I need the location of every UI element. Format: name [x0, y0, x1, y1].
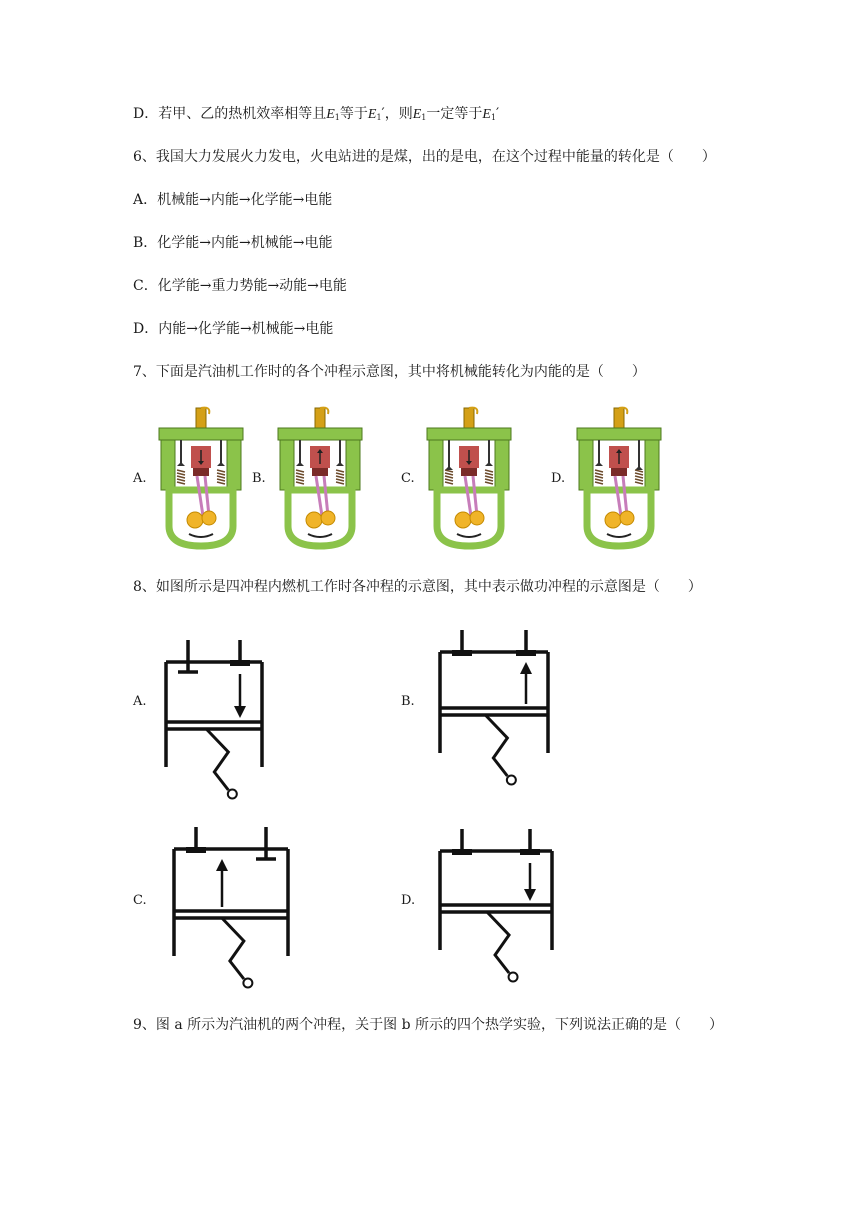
cylinder-wall-left	[579, 440, 593, 490]
valve-spring-left	[445, 482, 453, 484]
crank-wheel-right	[202, 511, 216, 525]
crank-pin	[228, 790, 237, 799]
q7-stem: 7、下面是汽油机工作时的各个冲程示意图，其中将机械能转化为内能的是（ ）	[133, 364, 646, 380]
q8-label-c[interactable]: C.	[133, 893, 147, 908]
piston	[461, 468, 477, 476]
cylinder-wall-left	[161, 440, 175, 490]
cylinder-wall-right	[346, 440, 360, 490]
exhaust-valve	[336, 462, 344, 466]
connecting-rod-2	[205, 476, 209, 516]
q9-stem: 9、图 a 所示为汽油机的两个冲程，关于图 b 所示的四个热学实验，下列说法正确的是（ ）	[133, 1017, 724, 1033]
valve-spring-right	[336, 479, 344, 481]
valve-spring-left	[296, 476, 304, 478]
q5-option-d	[133, 104, 499, 128]
valve-spring-right	[336, 482, 344, 484]
right-valve-head	[520, 849, 540, 855]
valve-spring-left	[445, 476, 453, 478]
valve-spring-left	[445, 479, 453, 481]
valve-spring-right	[485, 476, 493, 478]
q7-label-a[interactable]: A.	[133, 471, 147, 486]
motion-arrow-head	[234, 706, 246, 718]
exhaust-valve	[485, 462, 493, 466]
valve-spring-left	[177, 482, 185, 484]
e1-symbol-2: E	[412, 107, 422, 122]
connecting-rod	[222, 918, 244, 979]
q6-option-d[interactable]: D．内能→化学能→机械能→电能	[133, 321, 334, 337]
cylinder-head	[427, 428, 511, 440]
q7-label-b[interactable]: B.	[252, 471, 266, 486]
spark-plug	[614, 408, 624, 430]
connecting-rod-2	[473, 476, 477, 516]
valve-spring-left	[296, 473, 304, 475]
intake-valve	[296, 462, 304, 466]
e1p-symbol: E	[367, 107, 377, 122]
intake-valve	[595, 462, 603, 466]
e1-symbol: E	[326, 107, 335, 122]
exhaust-valve	[217, 462, 225, 466]
e1-subscript: 1	[334, 113, 340, 122]
valve-spring-left	[595, 476, 603, 478]
cylinder-wall-left	[280, 440, 294, 490]
valve-spring-left	[177, 470, 185, 472]
q6-option-c[interactable]: C．化学能→重力势能→动能→电能	[133, 278, 347, 294]
crank-pin	[507, 776, 516, 785]
valve-spring-right	[336, 473, 344, 475]
connecting-rod	[316, 476, 322, 516]
motion-arrow-head	[524, 889, 536, 901]
right-valve-head	[516, 650, 536, 656]
valve-spring-left	[177, 479, 185, 481]
crank-pin	[243, 979, 252, 988]
connecting-rod	[485, 715, 507, 776]
valve-spring-right	[217, 470, 225, 472]
valve-spring-right	[635, 482, 643, 484]
valve-spring-right	[485, 479, 493, 481]
valve-spring-right	[217, 476, 225, 478]
piston	[193, 468, 209, 476]
valve-spring-left	[595, 473, 603, 475]
cylinder-head	[159, 428, 243, 440]
valve-spring-right	[485, 470, 493, 472]
cylinder-wall-right	[227, 440, 241, 490]
piston	[312, 468, 328, 476]
valve-spring-left	[595, 482, 603, 484]
q6-option-b[interactable]: B．化学能→内能→机械能→电能	[133, 235, 333, 251]
cylinder-wall-left	[429, 440, 443, 490]
valve-spring-left	[595, 479, 603, 481]
valve-spring-right	[635, 470, 643, 472]
crank-pin	[509, 973, 518, 982]
valve-spring-left	[177, 476, 185, 478]
valve-spring-right	[485, 482, 493, 484]
valve-spring-left	[445, 473, 453, 475]
valve-spring-right	[217, 482, 225, 484]
intake-valve	[177, 462, 185, 466]
equal-text: 等于	[339, 106, 368, 122]
spark-plug	[196, 408, 206, 430]
valve-spring-left	[445, 470, 453, 472]
q6-option-a[interactable]: A．机械能→内能→化学能→电能	[133, 192, 333, 208]
valve-spring-left	[296, 479, 304, 481]
valve-spring-right	[635, 473, 643, 475]
valve-spring-right	[336, 476, 344, 478]
mid-text: 一定等于	[426, 106, 483, 122]
cylinder-wall-right	[495, 440, 509, 490]
valve-spring-left	[177, 473, 185, 475]
q8-label-b[interactable]: B.	[401, 694, 415, 709]
q8-diagram-a	[162, 640, 266, 770]
connecting-rod-2	[324, 476, 328, 516]
spark-plug	[315, 408, 325, 430]
rotation-arrow	[189, 534, 213, 537]
q7-engine-d-image	[573, 408, 665, 548]
q7-engine-a-image	[155, 408, 247, 548]
valve-spring-right	[217, 473, 225, 475]
prime-mark-2: ′	[496, 106, 500, 122]
q8-diagram-d	[436, 825, 556, 975]
cylinder-head	[577, 428, 661, 440]
piston	[611, 468, 627, 476]
motion-arrow-head	[520, 662, 532, 674]
q6-stem: 6、我国大力发展火力发电，火电站进的是煤，出的是电，在这个过程中能量的转化是（ ）	[133, 149, 716, 165]
left-valve-head	[452, 650, 472, 656]
q8-diagram-c	[170, 825, 290, 980]
valve-spring-right	[217, 479, 225, 481]
crank-wheel-right	[620, 511, 634, 525]
valve-spring-left	[296, 482, 304, 484]
crank-wheel-left	[605, 512, 621, 528]
connecting-rod-2	[623, 476, 627, 516]
connecting-rod	[465, 476, 471, 516]
crank-wheel-left	[187, 512, 203, 528]
spark-plug	[464, 408, 474, 430]
left-valve-head	[452, 849, 472, 855]
q7-label-d[interactable]: D.	[551, 471, 566, 486]
comma-text: ，则	[384, 106, 413, 122]
cylinder-wall-right	[645, 440, 659, 490]
e1p-subscript-2: 1	[490, 113, 497, 122]
q7-engine-c-image	[423, 408, 515, 548]
e1p-subscript: 1	[376, 113, 382, 122]
valve-spring-left	[595, 470, 603, 472]
crank-wheel-left	[455, 512, 471, 528]
cylinder-head	[278, 428, 362, 440]
connecting-rod	[206, 729, 228, 790]
q5-d-text: D．若甲、乙的热机效率相等且	[133, 106, 327, 122]
q7-engine-b-image	[274, 408, 366, 548]
prime-mark: ′	[381, 106, 385, 122]
rotation-arrow	[607, 534, 631, 537]
q8-diagram-b	[436, 630, 556, 775]
valve-spring-right	[635, 476, 643, 478]
e1p-symbol-2: E	[482, 107, 491, 122]
right-valve-head	[230, 660, 250, 666]
valve-spring-right	[635, 479, 643, 481]
q8-label-d[interactable]: D.	[401, 893, 416, 908]
exhaust-valve	[635, 466, 643, 470]
connecting-rod	[487, 912, 509, 973]
e1-subscript-2: 1	[421, 113, 427, 122]
left-valve-head	[186, 847, 206, 853]
valve-spring-left	[296, 470, 304, 472]
connecting-rod	[615, 476, 621, 516]
connecting-rod	[197, 476, 203, 516]
valve-spring-right	[336, 470, 344, 472]
rotation-arrow	[457, 534, 481, 537]
q8-label-a[interactable]: A.	[133, 694, 147, 709]
crank-wheel-right	[321, 511, 335, 525]
crank-wheel-left	[306, 512, 322, 528]
crank-wheel-right	[470, 511, 484, 525]
q8-stem: 8、如图所示是四冲程内燃机工作时各冲程的示意图，其中表示做功冲程的示意图是（ ）	[133, 579, 702, 595]
motion-arrow-head	[216, 859, 228, 871]
intake-valve	[445, 466, 453, 470]
valve-spring-right	[485, 473, 493, 475]
rotation-arrow	[308, 534, 332, 537]
q7-label-c[interactable]: C.	[401, 471, 415, 486]
